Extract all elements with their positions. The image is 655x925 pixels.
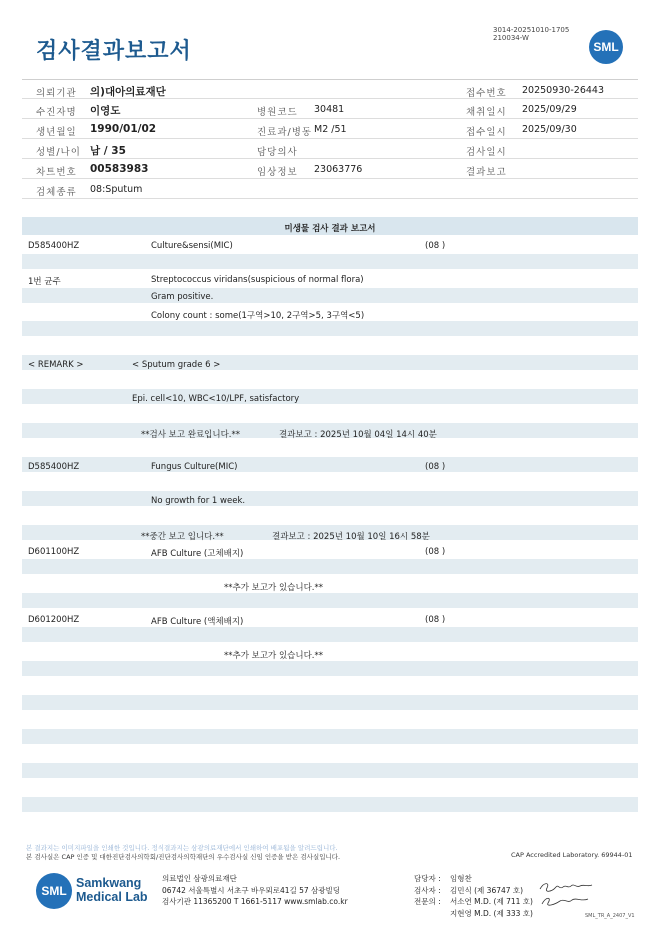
company-address — [162, 873, 348, 908]
sex-age-label: 성별/나이 — [36, 147, 81, 158]
specialist-value-2: 지현영 M.D. (제 333 호) — [450, 908, 533, 918]
row-band — [22, 321, 638, 336]
sex-age-value: 남 / 35 — [90, 145, 126, 157]
company-brand — [76, 876, 148, 904]
additional-report-message: **추가 보고가 있습니다.** — [224, 651, 324, 661]
specimen-type-value: 08:Sputum — [90, 184, 143, 195]
contact-info: 검사기관 11365200 T 1661-5117 www.smlab.co.kr — [162, 897, 348, 906]
report-complete-message: **검사 보고 완료입니다.** — [141, 430, 241, 440]
test-result: No growth for 1 week. — [151, 496, 246, 506]
test-specimen-code: (08 ) — [425, 615, 446, 625]
sml-logo-icon: SML — [36, 873, 72, 909]
specimen-type-label: 검체종류 — [36, 187, 77, 198]
signature-icon — [538, 880, 598, 910]
test-specimen-code: (08 ) — [425, 462, 446, 472]
document-number-line-2: 210034-W — [493, 34, 529, 42]
form-code: SML_TR_A_2407_V1 — [585, 913, 635, 919]
chart-number-value: 00583983 — [90, 163, 149, 175]
test-name: AFB Culture (액체배지) — [151, 617, 244, 627]
interim-report-message: **중간 보고 입니다.** — [141, 532, 224, 542]
clinical-info-label: 임상정보 — [257, 167, 298, 178]
row-band — [22, 389, 638, 404]
department-ward-label: 진료과/병동 — [257, 127, 313, 138]
row-band — [22, 627, 638, 642]
staff-list — [414, 873, 533, 919]
collection-date-value: 2025/09/29 — [522, 104, 577, 115]
department-ward-value: M2 /51 — [314, 124, 347, 135]
hospital-code-value: 30481 — [314, 104, 345, 115]
test-name: Culture&sensi(MIC) — [151, 241, 233, 251]
cap-accreditation: CAP Accredited Laboratory. 69944-01 — [511, 851, 633, 859]
row-band — [22, 593, 638, 608]
clinical-info-value: 23063776 — [314, 164, 363, 175]
birth-date-label: 생년월일 — [36, 127, 77, 138]
receipt-number-value: 20250930-26443 — [522, 85, 605, 96]
info-row — [22, 79, 638, 99]
receipt-number-label: 접수번호 — [466, 88, 507, 99]
info-row — [22, 99, 638, 119]
specialist-value: 서소연 M.D. (제 711 호) — [450, 897, 533, 906]
test-code: D585400HZ — [28, 241, 80, 251]
birth-date-value: 1990/01/02 — [90, 123, 157, 135]
street-address: 06742 서울특별시 서초구 바우뫼로41길 57 삼광빌딩 — [162, 885, 341, 895]
microbiology-results — [22, 217, 638, 817]
collection-date-label: 채취일시 — [466, 107, 507, 118]
remark-grade: < Sputum grade 6 > — [132, 360, 221, 370]
company-name: 의료법인 삼광의료재단 — [162, 874, 237, 883]
test-specimen-code: (08 ) — [425, 241, 446, 251]
row-band — [22, 763, 638, 778]
patient-name-value: 이영도 — [90, 105, 121, 117]
info-row — [22, 159, 638, 179]
patient-info-table — [22, 79, 638, 199]
row-band — [22, 491, 638, 506]
additional-report-message: **추가 보고가 있습니다.** — [224, 583, 324, 593]
brand-line-2: Medical Lab — [76, 890, 148, 904]
image-print-notice: 본 결과지는 이미지파일을 인쇄한 것입니다. 정식결과지는 삼광의료재단에서 인쇄하여 배포됨을 알려드립니다. — [26, 844, 338, 852]
hospital-code-label: 병원코드 — [257, 107, 298, 118]
test-specimen-code: (08 ) — [425, 547, 446, 557]
test-name: Fungus Culture(MIC) — [151, 462, 238, 472]
organism-name: Streptococcus viridans(suspicious of normal flora) — [151, 275, 364, 285]
attending-doctor-label: 담당의사 — [257, 147, 298, 158]
colony-count: Colony count : some(1구역>10, 2구역>5, 3구역<5) — [151, 311, 365, 321]
row-band — [22, 661, 638, 676]
document-number-line-1: 3014-20251010-1705 — [493, 26, 570, 34]
organism-label: 1번 균주 — [28, 277, 61, 287]
remark-label: < REMARK > — [28, 360, 84, 370]
row-band — [22, 797, 638, 812]
requesting-institution-label: 의뢰기관 — [36, 88, 77, 99]
info-row — [22, 139, 638, 159]
tester-label: 검사자 : — [414, 885, 441, 895]
row-band — [22, 355, 638, 370]
footer-notes — [26, 843, 340, 861]
row-band — [22, 695, 638, 710]
report-complete-time: 결과보고 : 2025년 10월 04일 14시 40분 — [279, 430, 437, 440]
requesting-institution-value: 의)대아의료재단 — [90, 86, 166, 98]
patient-name-label: 수진자명 — [36, 107, 77, 118]
interim-report-time: 결과보고 : 2025년 10월 10일 16시 58분 — [272, 532, 430, 542]
remark-text: Epi. cell<10, WBC<10/LPF, satisfactory — [132, 394, 300, 404]
results-title: 미생물 검사 결과 보고서 — [284, 224, 376, 234]
test-date-label: 검사일시 — [466, 147, 507, 158]
brand-line-1: Samkwang — [76, 876, 142, 890]
manager-label: 담당자 : — [414, 874, 441, 883]
row-band — [22, 729, 638, 744]
row-band — [22, 457, 638, 472]
receipt-date-value: 2025/09/30 — [522, 124, 577, 135]
tester-value: 김민식 (제 36747 호) — [450, 885, 524, 895]
chart-number-label: 차트번호 — [36, 167, 77, 178]
gram-stain: Gram positive. — [151, 292, 214, 302]
receipt-date-label: 접수일시 — [466, 127, 507, 138]
test-name: AFB Culture (고체배지) — [151, 549, 244, 559]
info-row — [22, 179, 638, 199]
result-report-label: 결과보고 — [466, 167, 507, 178]
info-row — [22, 119, 638, 139]
test-code: D585400HZ — [28, 462, 80, 472]
page-title: 검사결과보고서 — [36, 39, 192, 64]
sml-logo-icon: SML — [589, 30, 623, 64]
manager-value: 임형찬 — [450, 874, 472, 883]
test-code: D601100HZ — [28, 547, 80, 557]
row-band — [22, 559, 638, 574]
row-band — [22, 254, 638, 269]
document-number — [493, 26, 569, 42]
specialist-label: 전문의 : — [414, 897, 441, 906]
certification-notice: 본 검사실은 CAP 인증 및 대한진단검사의학회/진단검사의학재단의 우수검사실 신임 인증을 받은 검사실입니다. — [26, 853, 341, 861]
row-band — [22, 288, 638, 303]
test-code: D601200HZ — [28, 615, 80, 625]
